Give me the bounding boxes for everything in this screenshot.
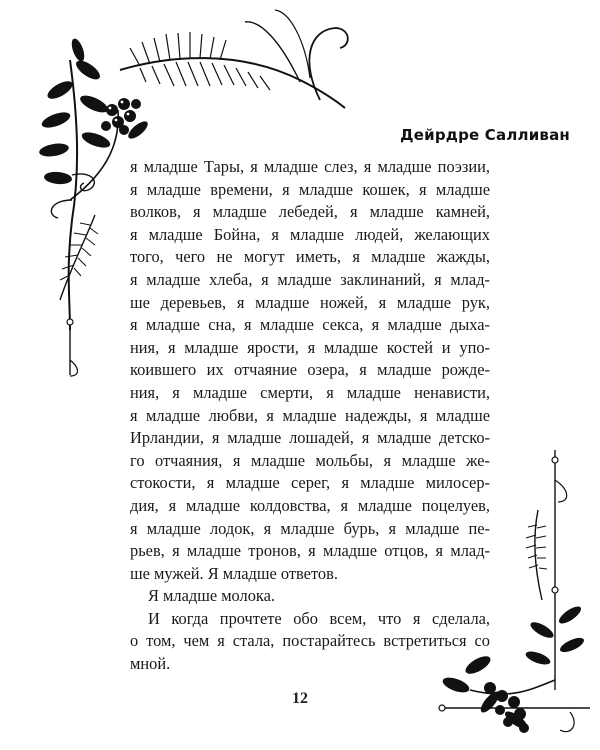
text-line: ше деревьев, я младше ножей, я младше рук,: [130, 292, 490, 312]
text-line: я младше хлеба, я младше заклинаний, я млад-: [130, 269, 490, 289]
text-line: Ирландии, я младше лошадей, я младше детско-: [130, 428, 490, 448]
text-line: я младше лодок, я младше бурь, я младше пе-: [130, 518, 490, 538]
text-line: го отчаяния, я младше мольбы, я младше же-: [130, 450, 490, 470]
text-line: я младше Бойна, я младше людей, желающих: [130, 224, 490, 244]
running-header-author: Дейрдре Салливан: [400, 126, 570, 144]
paragraph-2: Я младше молока.: [148, 586, 276, 606]
text-line: ния, я младше ярости, я младше костей и упо-: [130, 337, 490, 357]
text-line: я младше времени, я младше кошек, я младше: [130, 179, 490, 199]
text-line: мной.: [130, 654, 171, 674]
body-text: [130, 156, 490, 676]
text-line: я младше Тары, я младше слез, я младше поэзии,: [130, 157, 490, 176]
text-line: ния, я младше смерти, я младше ненависти,: [130, 382, 490, 402]
feather-icon: [120, 10, 348, 108]
text-line: я младше сна, я младше секса, я младше дыха-: [130, 315, 490, 335]
small-feather-icon: [60, 215, 98, 300]
text-line: я младше любви, я младше надежды, я младше: [130, 405, 490, 425]
small-feather-icon: [526, 510, 547, 600]
text-line: ше мужей. Я младше ответов.: [130, 563, 338, 583]
text-line: того, чего не могут иметь, я младше жажды,: [130, 247, 490, 267]
page-number: 12: [292, 690, 308, 707]
text-line: И когда прочтете обо всем, что я сделала,: [148, 608, 490, 628]
text-line: о том, чем я стала, постарайтесь встретиться со: [130, 631, 490, 651]
text-line: волков, я младше лебедей, я младше камней,: [130, 202, 490, 222]
text-line: коившего их отчаяние озера, я младше рожде-: [130, 360, 490, 380]
text-line: рьев, я младше тронов, я младше отцов, я млад-: [130, 541, 490, 561]
text-line: стокости, я младше серег, я младше милосер-: [130, 473, 490, 493]
text-line: дия, я младше колдовства, я младше поцелуев,: [130, 495, 490, 515]
